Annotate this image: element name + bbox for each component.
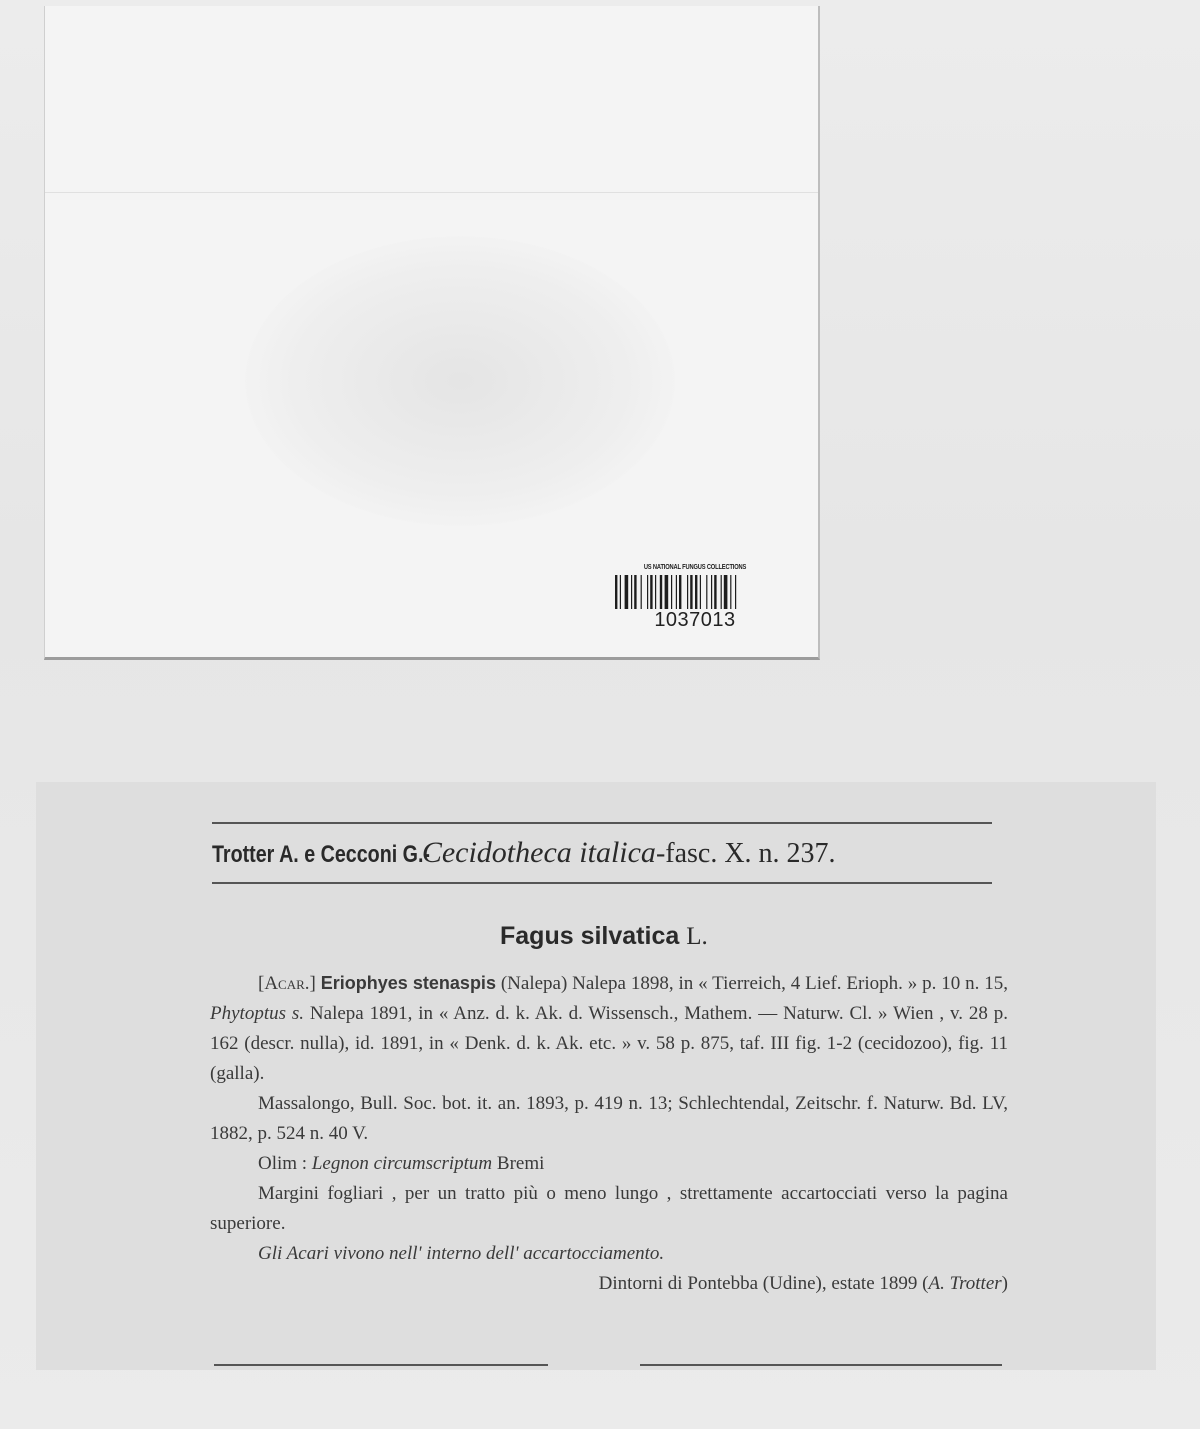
- header-rule-top: [212, 822, 992, 824]
- paragraph-locality: Dintorni di Pontebba (Udine), estate 1899 (A. Trotter): [598, 1273, 1008, 1294]
- specimen-packet: [44, 6, 820, 660]
- host-name: Fagus silvatica: [500, 922, 680, 950]
- olim-name: Legnon circumscriptum: [311, 1153, 493, 1174]
- header-fascicle: -fasc. X. n. 237.: [655, 838, 836, 869]
- paragraph-olim: [210, 1149, 1008, 1179]
- label-header: [212, 836, 1002, 876]
- taxon-group-tag: [Acar.]: [258, 973, 316, 994]
- header-rule-bottom: [212, 882, 992, 884]
- paragraph-references: Massalongo, Bull. Soc. bot. it. an. 1893, p. 419 n. 13; Schlechtendal, Zeitschr. f. Naturw. Bd. LV, 1882, p. 524 n. 40 V.: [210, 1093, 1008, 1144]
- locality-text: Dintorni di Pontebba (Udine), estate 1899: [598, 1273, 918, 1294]
- barcode-caption: US NATIONAL FUNGUS COLLECTIONS: [643, 564, 747, 571]
- collector-name: A. Trotter: [928, 1273, 1002, 1294]
- host-plant-title: [500, 922, 708, 951]
- olim-author: Bremi: [496, 1153, 545, 1174]
- olim-prefix: Olim :: [258, 1153, 308, 1174]
- paragraph-description: Margini fogliari , per un tratto più o meno lungo , strettamente accartocciati verso la pagina superiore.: [210, 1183, 1008, 1234]
- synonym-name: Phytoptus s.: [210, 1003, 305, 1024]
- paragraph-species: [210, 968, 1008, 1089]
- host-author: L.: [686, 923, 708, 950]
- paragraph-note: Gli Acari vivono nell' interno dell' accartocciamento.: [258, 1243, 665, 1264]
- packet-fold-line: [45, 192, 818, 193]
- citation-text-a: (Nalepa) Nalepa 1898, in « Tierreich, 4 Lief. Erioph. » p. 10 n. 15,: [500, 973, 1009, 994]
- header-authors: Trotter A. e Cecconi G.-: [212, 841, 430, 868]
- cecidozoon-name: Eriophyes stenaspis: [320, 973, 496, 993]
- barcode-label: [605, 564, 785, 644]
- citation-text-b: Nalepa 1891, in « Anz. d. k. Ak. d. Wissensch., Mathem. — Naturw. Cl. » Wien , v. 28 p. 162 (descr. nulla), id. 1891, in « Denk. d. k. Ak. etc. » v. 58 p. 875, taf. III fig. 1-2 (cecidozoo), fig. 11 (galla).: [210, 1003, 1009, 1084]
- header-series: Cecidotheca italica: [421, 836, 656, 869]
- barcode-number: 1037013: [654, 609, 736, 631]
- label-body: [210, 968, 1008, 1299]
- specimen-leaf-shadow: [245, 236, 675, 526]
- barcode-bars: [613, 575, 777, 609]
- footer-rule-left: [214, 1364, 548, 1366]
- footer-rule-right: [640, 1364, 1002, 1366]
